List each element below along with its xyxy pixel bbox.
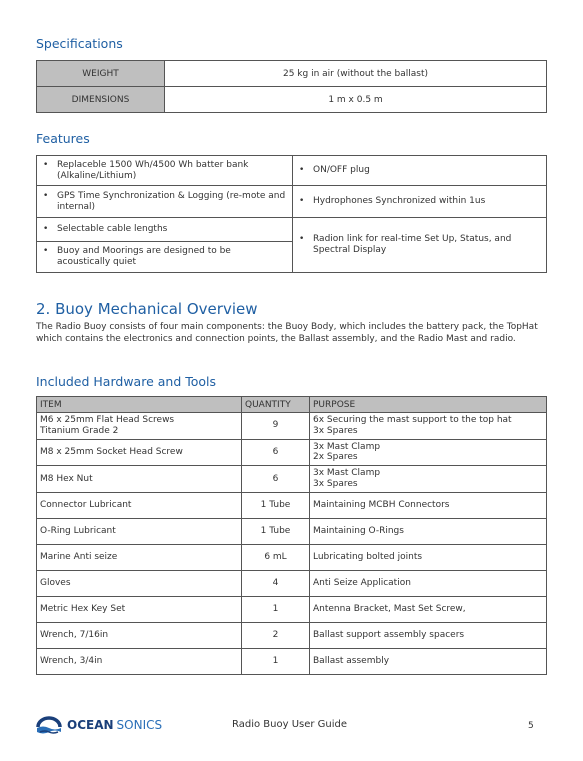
purpose-cell: 3x Mast Clamp 3x Spares <box>310 466 547 493</box>
item-cell: O-Ring Lubricant <box>37 518 242 544</box>
quantity-cell: 1 Tube <box>242 518 310 544</box>
item-cell: Wrench, 3/4in <box>37 648 242 674</box>
features-table <box>36 155 547 273</box>
table-row <box>37 156 547 186</box>
spec-label: WEIGHT <box>37 61 165 87</box>
quantity-cell: 1 <box>242 648 310 674</box>
spec-label: DIMENSIONS <box>37 87 165 113</box>
feature-text: Replaceble 1500 Wh/4500 Wh batter bank (Alkaline/Lithium) <box>57 159 249 181</box>
bullet-icon: • <box>43 159 49 170</box>
quantity-cell: 9 <box>242 413 310 440</box>
table-row <box>37 413 547 440</box>
table-row <box>37 622 547 648</box>
footer-title: Radio Buoy User Guide <box>232 719 348 730</box>
quantity-cell: 6 <box>242 466 310 493</box>
purpose-cell: Maintaining O-Rings <box>310 518 547 544</box>
hardware-table <box>36 396 547 675</box>
item-cell: Wrench, 7/16in <box>37 622 242 648</box>
bullet-icon: • <box>299 196 305 207</box>
bullet-icon: • <box>43 190 49 201</box>
features-heading: Features <box>36 131 90 146</box>
item-cell: M6 x 25mm Flat Head Screws Titanium Grade 2 <box>37 413 242 440</box>
bullet-icon: • <box>43 246 49 257</box>
table-row <box>37 439 547 466</box>
feature-cell <box>37 156 293 186</box>
item-cell: M8 x 25mm Socket Head Screw <box>37 439 242 466</box>
purpose-cell: 3x Mast Clamp 2x Spares <box>310 439 547 466</box>
purpose-cell: Anti Seize Application <box>310 570 547 596</box>
feature-cell <box>293 156 547 186</box>
bullet-icon: • <box>299 234 305 245</box>
footer-logo <box>36 715 162 735</box>
feature-cell <box>37 218 293 242</box>
feature-cell <box>293 218 547 273</box>
feature-cell <box>37 186 293 218</box>
section-heading: 2. Buoy Mechanical Overview <box>36 300 258 318</box>
purpose-cell: Ballast assembly <box>310 648 547 674</box>
spec-value: 25 kg in air (without the ballast) <box>165 61 547 87</box>
table-row <box>37 544 547 570</box>
column-header-quantity: QUANTITY <box>242 397 310 413</box>
column-header-purpose: PURPOSE <box>310 397 547 413</box>
item-cell: Metric Hex Key Set <box>37 596 242 622</box>
quantity-cell: 2 <box>242 622 310 648</box>
table-row <box>37 570 547 596</box>
specifications-heading: Specifications <box>36 36 123 51</box>
feature-text: Radion link for real-time Set Up, Status, and Spectral Display <box>313 234 512 255</box>
purpose-cell: 6x Securing the mast support to the top hat 3x Spares <box>310 413 547 440</box>
bullet-icon: • <box>43 224 49 235</box>
feature-text: Selectable cable lengths <box>57 224 168 235</box>
quantity-cell: 6 <box>242 439 310 466</box>
table-row <box>37 466 547 493</box>
feature-cell <box>37 242 293 273</box>
table-row <box>37 518 547 544</box>
feature-text: Hydrophones Synchronized within 1us <box>313 196 486 207</box>
brand-name-light: SONICS <box>116 718 163 732</box>
page-number: 5 <box>528 721 534 731</box>
item-cell: Marine Anti seize <box>37 544 242 570</box>
table-row <box>37 218 547 242</box>
table-row <box>37 596 547 622</box>
feature-text: Buoy and Moorings are designed to be acoustically quiet <box>57 246 231 267</box>
specifications-table <box>36 60 547 113</box>
table-row <box>37 186 547 218</box>
ocean-sonics-logo-icon <box>36 715 62 735</box>
item-cell: Connector Lubricant <box>37 492 242 518</box>
feature-text: ON/OFF plug <box>313 165 370 176</box>
quantity-cell: 1 <box>242 596 310 622</box>
purpose-cell: Ballast support assembly spacers <box>310 622 547 648</box>
quantity-cell: 1 Tube <box>242 492 310 518</box>
table-row <box>37 87 547 113</box>
quantity-cell: 6 mL <box>242 544 310 570</box>
hardware-heading: Included Hardware and Tools <box>36 374 217 389</box>
table-row <box>37 648 547 674</box>
table-row <box>37 492 547 518</box>
purpose-cell: Lubricating bolted joints <box>310 544 547 570</box>
table-header-row <box>37 397 547 413</box>
purpose-cell: Maintaining MCBH Connectors <box>310 492 547 518</box>
purpose-cell: Antenna Bracket, Mast Set Screw, <box>310 596 547 622</box>
item-cell: Gloves <box>37 570 242 596</box>
feature-text: GPS Time Synchronization & Logging (re-mote and internal) <box>57 190 286 212</box>
quantity-cell: 4 <box>242 570 310 596</box>
brand-name-bold: OCEAN <box>67 718 114 732</box>
spec-value: 1 m x 0.5 m <box>165 87 547 113</box>
feature-cell <box>293 186 547 218</box>
column-header-item: ITEM <box>37 397 242 413</box>
item-cell: M8 Hex Nut <box>37 466 242 493</box>
table-row <box>37 61 547 87</box>
bullet-icon: • <box>299 165 305 176</box>
overview-paragraph: The Radio Buoy consists of four main components: the Buoy Body, which includes the battery pack, the TopHat which contains the electronics and connection points, the Ballast assembly, and the Radio Mast and radio. <box>36 322 538 344</box>
